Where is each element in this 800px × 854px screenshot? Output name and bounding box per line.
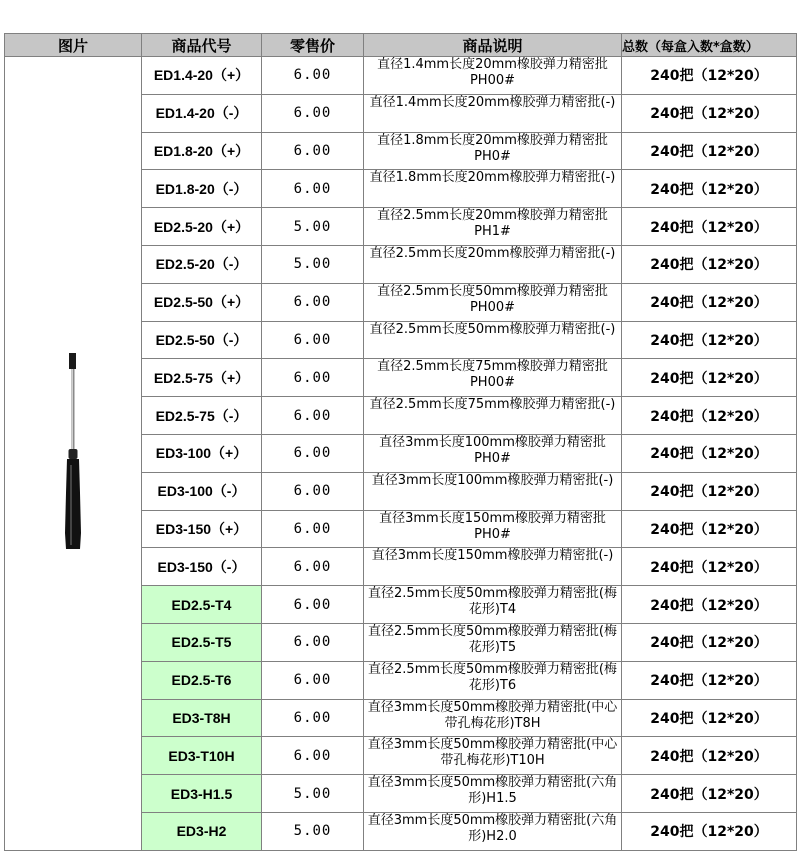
product-description: 直径3mm长度100mm橡胶弹力精密批PH0# xyxy=(364,434,622,472)
total-quantity: 240把（12*20） xyxy=(622,510,797,548)
retail-price: 5.00 xyxy=(262,245,364,283)
total-quantity: 240把（12*20） xyxy=(622,132,797,170)
product-code: ED2.5-T4 xyxy=(142,586,262,624)
retail-price: 6.00 xyxy=(262,359,364,397)
product-table xyxy=(4,33,797,851)
product-code: ED1.8-20（-） xyxy=(142,170,262,208)
total-quantity: 240把（12*20） xyxy=(622,94,797,132)
retail-price: 6.00 xyxy=(262,548,364,586)
total-quantity: 240把（12*20） xyxy=(622,548,797,586)
header-desc: 商品说明 xyxy=(364,34,622,57)
product-description: 直径2.5mm长度50mm橡胶弹力精密批(-) xyxy=(364,321,622,359)
total-quantity: 240把（12*20） xyxy=(622,699,797,737)
total-quantity: 240把（12*20） xyxy=(622,170,797,208)
total-quantity: 240把（12*20） xyxy=(622,472,797,510)
product-code: ED1.8-20（+） xyxy=(142,132,262,170)
product-description: 直径3mm长度150mm橡胶弹力精密批PH0# xyxy=(364,510,622,548)
total-quantity: 240把（12*20） xyxy=(622,623,797,661)
product-code: ED2.5-50（+） xyxy=(142,283,262,321)
retail-price: 6.00 xyxy=(262,321,364,359)
retail-price: 6.00 xyxy=(262,510,364,548)
product-description: 直径2.5mm长度20mm橡胶弹力精密批(-) xyxy=(364,245,622,283)
product-description: 直径1.8mm长度20mm橡胶弹力精密批(-) xyxy=(364,170,622,208)
product-picture-cell xyxy=(5,57,142,851)
header-code: 商品代号 xyxy=(142,34,262,57)
product-description: 直径1.4mm长度20mm橡胶弹力精密批PH00# xyxy=(364,57,622,95)
retail-price: 6.00 xyxy=(262,699,364,737)
product-code: ED3-H1.5 xyxy=(142,775,262,813)
retail-price: 6.00 xyxy=(262,132,364,170)
retail-price: 6.00 xyxy=(262,737,364,775)
retail-price: 6.00 xyxy=(262,623,364,661)
product-description: 直径2.5mm长度75mm橡胶弹力精密批PH00# xyxy=(364,359,622,397)
total-quantity: 240把（12*20） xyxy=(622,397,797,435)
header-total: 总数（每盒入数*盒数） xyxy=(622,34,797,57)
product-description: 直径2.5mm长度50mm橡胶弹力精密批(梅花形)T5 xyxy=(364,623,622,661)
total-quantity: 240把（12*20） xyxy=(622,245,797,283)
product-description: 直径2.5mm长度50mm橡胶弹力精密批PH00# xyxy=(364,283,622,321)
product-code: ED2.5-20（-） xyxy=(142,245,262,283)
product-code: ED3-T10H xyxy=(142,737,262,775)
retail-price: 6.00 xyxy=(262,661,364,699)
product-code: ED3-150（-） xyxy=(142,548,262,586)
product-description: 直径3mm长度150mm橡胶弹力精密批(-) xyxy=(364,548,622,586)
product-description: 直径1.8mm长度20mm橡胶弹力精密批PH0# xyxy=(364,132,622,170)
total-quantity: 240把（12*20） xyxy=(622,737,797,775)
product-code: ED1.4-20（+） xyxy=(142,57,262,95)
product-description: 直径3mm长度50mm橡胶弹力精密批(中心带孔梅花形)T8H xyxy=(364,699,622,737)
product-code: ED3-150（+） xyxy=(142,510,262,548)
total-quantity: 240把（12*20） xyxy=(622,57,797,95)
product-description: 直径3mm长度50mm橡胶弹力精密批(六角形)H2.0 xyxy=(364,812,622,850)
retail-price: 5.00 xyxy=(262,812,364,850)
product-code: ED2.5-20（+） xyxy=(142,208,262,246)
total-quantity: 240把（12*20） xyxy=(622,434,797,472)
retail-price: 6.00 xyxy=(262,94,364,132)
product-code: ED2.5-50（-） xyxy=(142,321,262,359)
product-code: ED3-H2 xyxy=(142,812,262,850)
product-description: 直径2.5mm长度75mm橡胶弹力精密批(-) xyxy=(364,397,622,435)
product-code: ED1.4-20（-） xyxy=(142,94,262,132)
product-code: ED2.5-T5 xyxy=(142,623,262,661)
total-quantity: 240把（12*20） xyxy=(622,321,797,359)
retail-price: 6.00 xyxy=(262,170,364,208)
retail-price: 5.00 xyxy=(262,775,364,813)
product-description: 直径3mm长度50mm橡胶弹力精密批(中心带孔梅花形)T10H xyxy=(364,737,622,775)
total-quantity: 240把（12*20） xyxy=(622,661,797,699)
product-code: ED3-100（+） xyxy=(142,434,262,472)
total-quantity: 240把（12*20） xyxy=(622,812,797,850)
product-description: 直径2.5mm长度20mm橡胶弹力精密批PH1# xyxy=(364,208,622,246)
product-code: ED2.5-T6 xyxy=(142,661,262,699)
screwdriver-icon xyxy=(53,353,93,553)
retail-price: 6.00 xyxy=(262,57,364,95)
retail-price: 6.00 xyxy=(262,434,364,472)
product-code: ED2.5-75（+） xyxy=(142,359,262,397)
product-description: 直径3mm长度100mm橡胶弹力精密批(-) xyxy=(364,472,622,510)
header-picture: 图片 xyxy=(5,34,142,57)
product-description: 直径3mm长度50mm橡胶弹力精密批(六角形)H1.5 xyxy=(364,775,622,813)
header-row xyxy=(5,34,797,57)
total-quantity: 240把（12*20） xyxy=(622,775,797,813)
product-code: ED2.5-75（-） xyxy=(142,397,262,435)
product-description: 直径2.5mm长度50mm橡胶弹力精密批(梅花形)T6 xyxy=(364,661,622,699)
retail-price: 6.00 xyxy=(262,283,364,321)
product-code: ED3-T8H xyxy=(142,699,262,737)
product-description: 直径1.4mm长度20mm橡胶弹力精密批(-) xyxy=(364,94,622,132)
table-row xyxy=(5,57,797,95)
header-price: 零售价 xyxy=(262,34,364,57)
total-quantity: 240把（12*20） xyxy=(622,283,797,321)
total-quantity: 240把（12*20） xyxy=(622,359,797,397)
retail-price: 6.00 xyxy=(262,397,364,435)
product-description: 直径2.5mm长度50mm橡胶弹力精密批(梅花形)T4 xyxy=(364,586,622,624)
retail-price: 6.00 xyxy=(262,472,364,510)
total-quantity: 240把（12*20） xyxy=(622,586,797,624)
retail-price: 6.00 xyxy=(262,586,364,624)
total-quantity: 240把（12*20） xyxy=(622,208,797,246)
retail-price: 5.00 xyxy=(262,208,364,246)
product-code: ED3-100（-） xyxy=(142,472,262,510)
